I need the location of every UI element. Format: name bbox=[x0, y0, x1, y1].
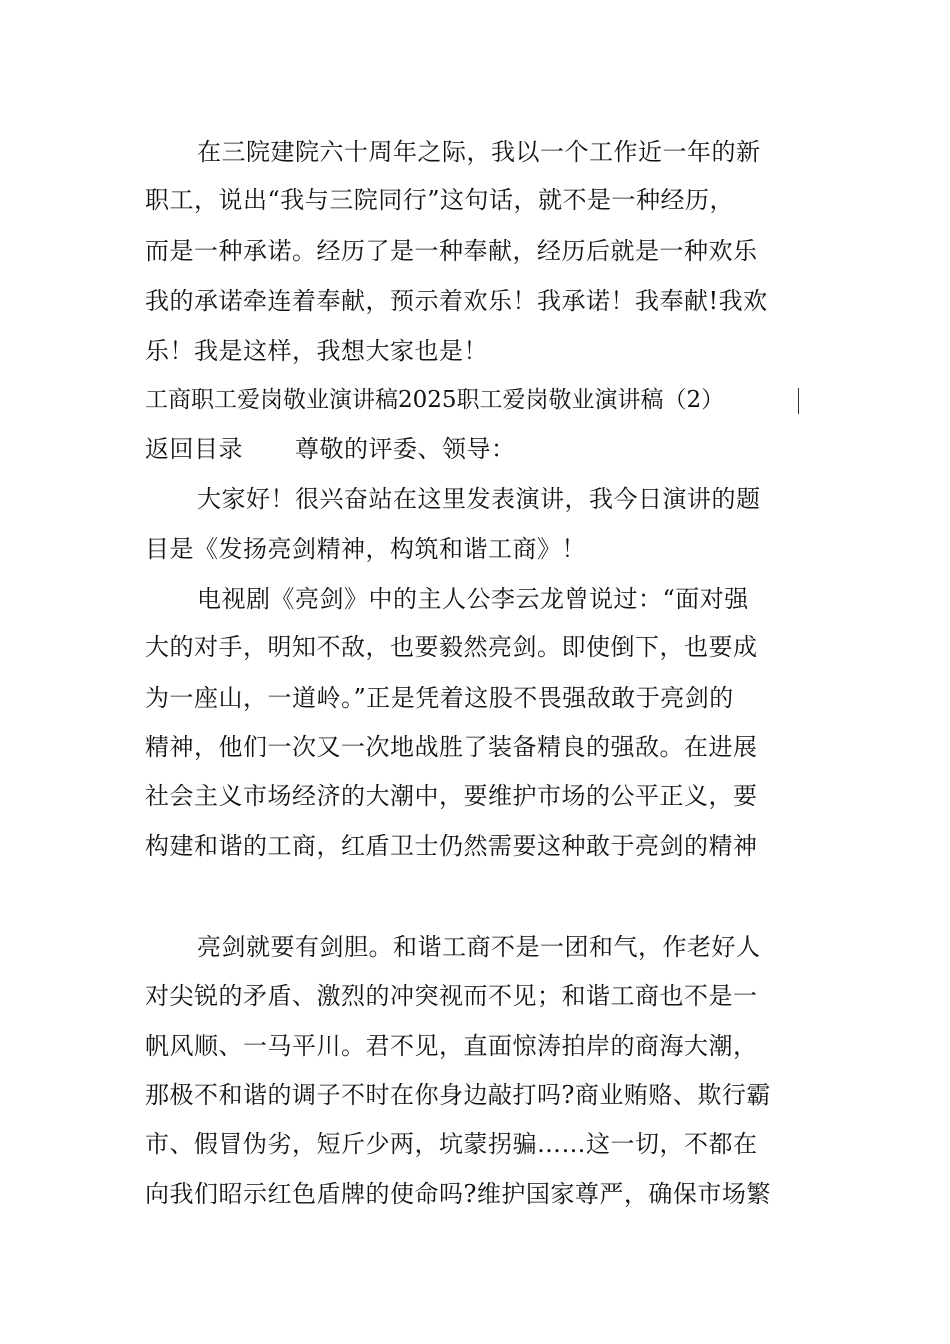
paragraph-3-line-1: 电视剧《亮剑》中的主人公李云龙曾说过：“面对强 bbox=[197, 585, 749, 613]
salutation: 尊敬的评委、领导： bbox=[295, 435, 516, 463]
return-salutation-line bbox=[145, 434, 810, 464]
paragraph-3-line-2: 大的对手，明知不敌，也要毅然亮剑。即使倒下，也要成 bbox=[145, 633, 758, 661]
paragraph-4-line-6: 向我们昭示红色盾牌的使命吗?维护国家尊严，确保市场繁 bbox=[145, 1180, 771, 1208]
paragraph-4-line-3: 帆风顺、一马平川。君不见，直面惊涛拍岸的商海大潮， bbox=[145, 1032, 758, 1060]
paragraph-1-line-4: 我的承诺牵连着奉献，预示着欢乐！我承诺！我奉献!我欢 bbox=[145, 287, 768, 315]
paragraph-2-line-1: 大家好！很兴奋站在这里发表演讲，我今日演讲的题 bbox=[197, 485, 761, 513]
paragraph-4-line-5: 市、假冒伪劣，短斤少两，坑蒙拐骗……这一切，不都在 bbox=[145, 1130, 758, 1158]
paragraph-3-line-6: 构建和谐的工商，红盾卫士仍然需要这种敢于亮剑的精神 bbox=[145, 832, 758, 860]
paragraph-3-line-5: 社会主义市场经济的大潮中，要维护市场的公平正义，要 bbox=[145, 782, 758, 810]
paragraph-3-line-4: 精神，他们一次又一次地战胜了装备精良的强敌。在进展 bbox=[145, 733, 758, 761]
paragraph-3-line-3: 为一座山，一道岭。”正是凭着这股不畏强敌敢于亮剑的 bbox=[145, 684, 734, 712]
paragraph-4-line-4: 那极不和谐的调子不时在你身边敲打吗?商业贿赂、欺行霸 bbox=[145, 1081, 771, 1109]
paragraph-4-line-2: 对尖锐的矛盾、激烈的冲突视而不见；和谐工商也不是一 bbox=[145, 982, 758, 1010]
return-to-contents-link[interactable]: 返回目录 bbox=[145, 435, 243, 463]
paragraph-2-line-2: 目是《发扬亮剑精神，构筑和谐工商》！ bbox=[145, 535, 586, 563]
paragraph-1-line-5: 乐！我是这样，我想大家也是！ bbox=[145, 337, 488, 365]
paragraph-1-line-1: 在三院建院六十周年之际，我以一个工作近一年的新 bbox=[197, 138, 761, 166]
text-cursor-bar bbox=[798, 388, 799, 414]
paragraph-1-line-2: 职工，说出“我与三院同行”这句话，就不是一种经历， bbox=[145, 186, 735, 214]
section-heading: 工商职工爱岗敬业演讲稿2025职工爱岗敬业演讲稿（2） bbox=[145, 387, 725, 413]
paragraph-4-line-1: 亮剑就要有剑胆。和谐工商不是一团和气，作老好人 bbox=[197, 933, 761, 961]
paragraph-1-line-3: 而是一种承诺。经历了是一种奉献，经历后就是一种欢乐 bbox=[145, 237, 758, 265]
